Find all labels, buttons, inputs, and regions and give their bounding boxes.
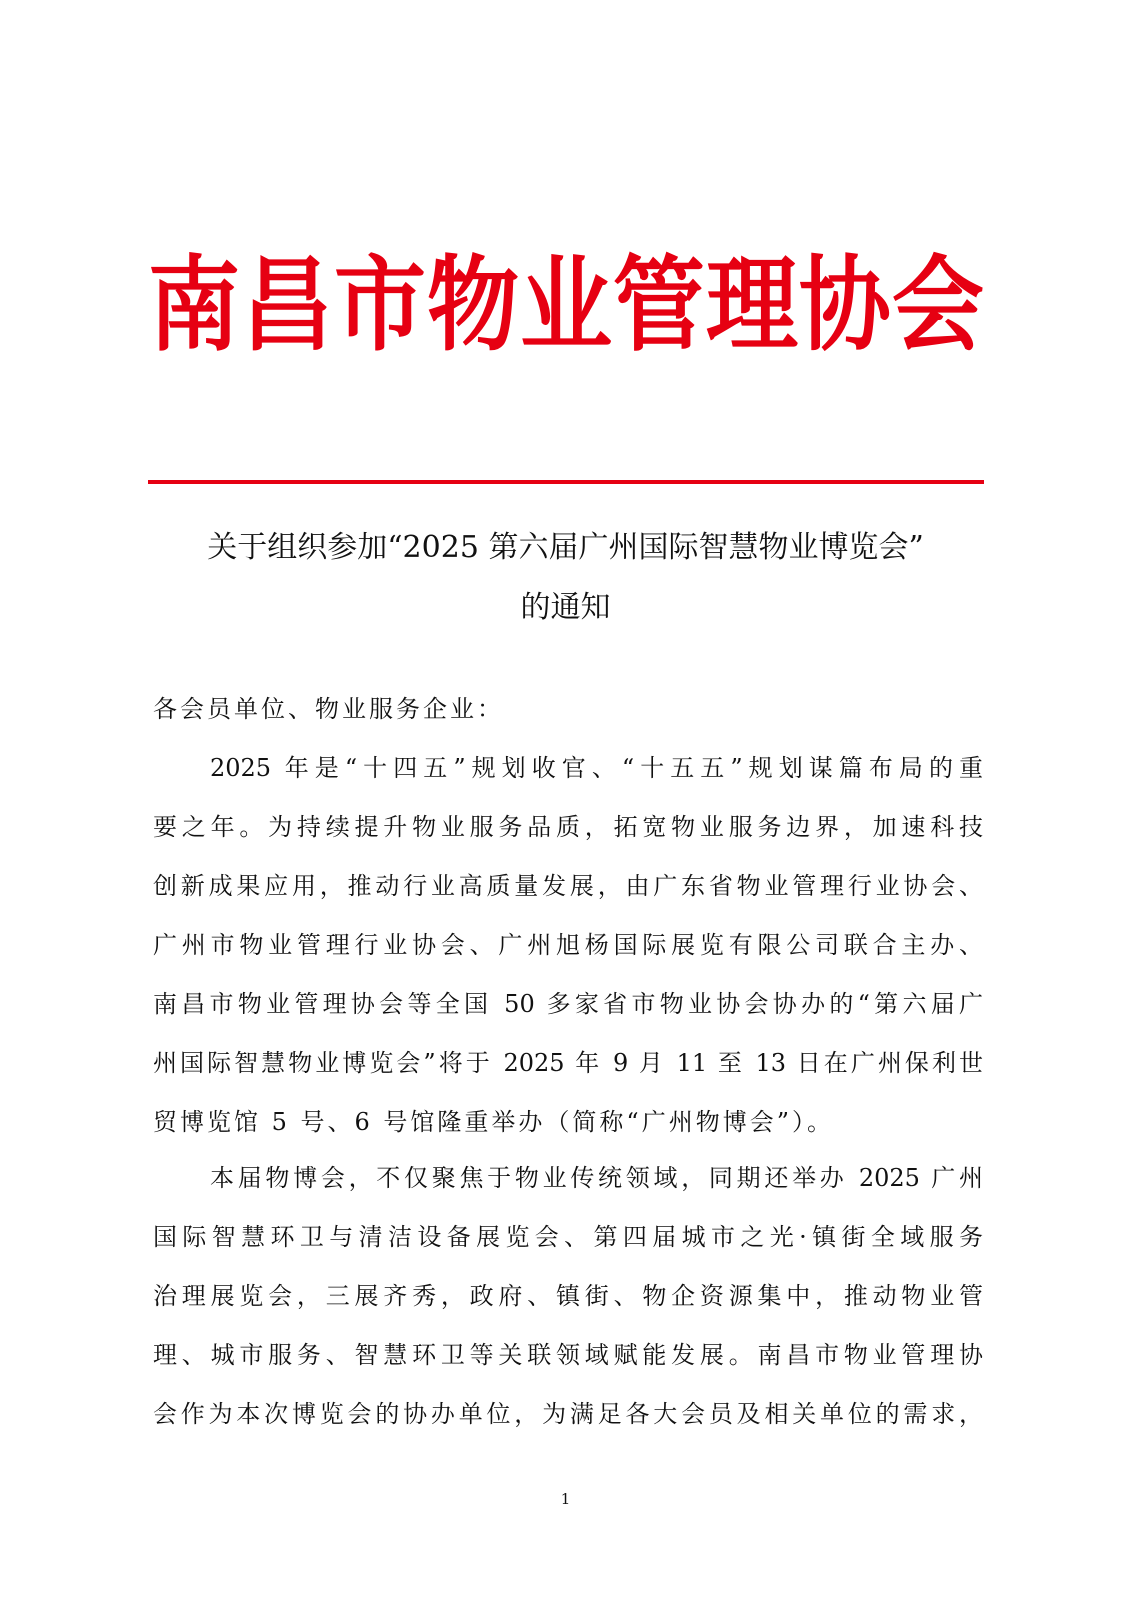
body-line: 广州市物业管理行业协会、广州旭杨国际展览有限公司联合主办、 [153,931,983,959]
letterhead-char: 会 [891,245,984,366]
letterhead-char: 管 [612,245,705,366]
notice-title-line-1: 关于组织参加“2025 第六届广州国际智慧物业博览会” [207,530,924,565]
letterhead-char: 业 [519,245,612,366]
body-line: 2025 年是“十四五”规划收官、“十五五”规划谋篇布局的重 [210,754,983,782]
body-line: 州国际智慧物业博览会”将于 2025 年 9 月 11 至 13 日在广州保利世 [153,1049,983,1077]
page-number: 1 [560,1490,571,1508]
body-line: 本届物博会，不仅聚焦于物业传统领域，同期还举办 2025 广州 [210,1164,983,1192]
body-line: 治理展览会，三展齐秀，政府、镇街、物企资源集中，推动物业管 [153,1282,983,1310]
body-line: 会作为本次博览会的协办单位，为满足各大会员及相关单位的需求， [153,1400,983,1428]
body-line: 贸博览馆 5 号、6 号馆隆重举办（简称“广州物博会”）。 [153,1108,834,1136]
letterhead-char: 南 [148,245,241,366]
letterhead-char: 昌 [240,245,333,366]
body-line: 要之年。为持续提升物业服务品质，拓宽物业服务边界，加速科技 [153,813,983,841]
letterhead-char: 市 [333,245,426,366]
body-line: 理、城市服务、智慧环卫等关联领域赋能发展。南昌市物业管理协 [153,1341,983,1369]
letterhead-divider [148,480,984,484]
letterhead-char: 理 [705,245,798,366]
body-line: 国际智慧环卫与清洁设备展览会、第四届城市之光·镇街全域服务 [153,1223,983,1251]
salutation: 各会员单位、物业服务企业： [153,695,504,723]
letterhead-title [148,236,984,376]
letterhead-char: 物 [426,245,519,366]
notice-title-line-2: 的通知 [520,590,611,625]
body-line: 创新成果应用，推动行业高质量发展，由广东省物业管理行业协会、 [153,872,983,900]
letterhead-char: 协 [798,245,891,366]
body-line: 南昌市物业管理协会等全国 50 多家省市物业协会协办的“第六届广 [153,990,983,1018]
